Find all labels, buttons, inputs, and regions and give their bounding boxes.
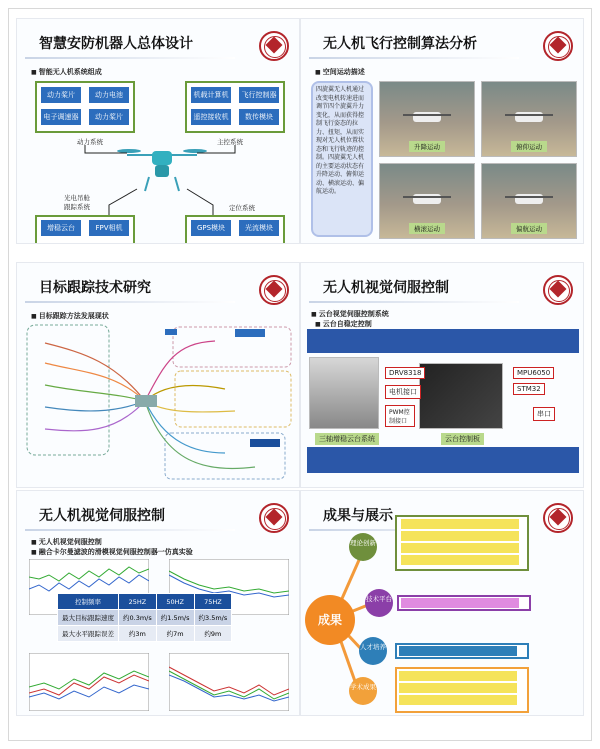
module-prop2: 动力桨片 — [89, 109, 129, 125]
table-cell: 最大水平跟踪误差 — [58, 626, 119, 642]
list-item — [399, 695, 517, 705]
slide-visual-servo-gimbal — [300, 262, 584, 488]
module-rc-receiver: 遥控接收机 — [191, 109, 231, 125]
sim-plot-bottom-right — [169, 653, 289, 711]
slide-title: 智慧安防机器人总体设计 — [39, 36, 193, 52]
table-header: 50HZ — [156, 594, 194, 610]
title-underline — [25, 529, 235, 531]
node-academic: 学术成果 — [349, 677, 377, 705]
node-theory: 理论创新 — [349, 533, 377, 561]
list-item — [399, 646, 517, 656]
list-item — [401, 543, 519, 553]
table-cell: 约7m — [156, 626, 194, 642]
table-cell: 约3.5m/s — [194, 610, 232, 626]
node-talent: 人才培养 — [359, 637, 387, 665]
slide-subtitle: ■ 无人机视觉伺服控制 — [31, 537, 102, 547]
tracking-system-caption: 光电吊舱 跟踪系统 — [64, 194, 90, 211]
university-logo — [259, 275, 289, 305]
title-underline — [309, 301, 519, 303]
slide-visual-servo-sim — [16, 490, 300, 716]
title-underline — [309, 57, 519, 59]
label-serial: 串口 — [533, 407, 555, 421]
list-item — [401, 598, 519, 608]
table-cell: 最大目标跟踪速度 — [58, 610, 119, 626]
module-gps: GPS模块 — [191, 220, 231, 236]
photo-pitch: 俯仰运动 — [481, 81, 577, 157]
table-header: 控制频率 — [58, 594, 119, 610]
slide-title: 无人机飞行控制算法分析 — [323, 36, 477, 52]
table-header: 25HZ — [119, 594, 157, 610]
label-motor-port: 电机接口 — [385, 385, 421, 399]
table-cell: 约9m — [194, 626, 232, 642]
module-esc: 电子调速器 — [41, 109, 81, 125]
sim-results-table — [57, 593, 232, 642]
label-pwm-port: PWM控制接口 — [385, 405, 415, 427]
description-band — [307, 329, 579, 353]
slide-title: 无人机视觉伺服控制 — [39, 508, 165, 524]
table-cell: 约0.3m/s — [119, 610, 157, 626]
module-gimbal: 增稳云台 — [41, 220, 81, 236]
control-board-photo — [419, 363, 503, 429]
list-item — [401, 555, 519, 565]
label-control-board: 云台控制板 — [441, 433, 484, 445]
module-prop: 动力桨片 — [41, 87, 81, 103]
power-system-caption: 动力系统 — [77, 138, 103, 146]
table-header: 75HZ — [194, 594, 232, 610]
photo-yaw: 偏航运动 — [481, 163, 577, 239]
control-system-caption: 主控系统 — [217, 138, 243, 146]
center-node: 成果 — [305, 595, 355, 645]
sim-plot-bottom-left — [29, 653, 149, 711]
module-flight-controller: 飞行控制器 — [239, 87, 279, 103]
table-cell: 约1.5m/s — [156, 610, 194, 626]
node-platform: 技术平台 — [365, 589, 393, 617]
list-item — [399, 683, 517, 693]
university-logo — [543, 275, 573, 305]
slide-overall-design — [16, 18, 300, 244]
mindmap-graphic — [25, 323, 295, 483]
positioning-system-caption: 定位系统 — [229, 204, 255, 212]
module-optical-flow: 光流模块 — [239, 220, 279, 236]
list-item — [401, 531, 519, 541]
slide-subtitle: ■ 目标跟踪方法发展现状 — [31, 311, 109, 321]
slide-target-tracking — [16, 262, 300, 488]
university-logo — [543, 31, 573, 61]
gimbal-photo — [309, 357, 379, 429]
slide-subtitle: ■ 智能无人机系统组成 — [31, 67, 102, 77]
conclusion-band — [307, 447, 579, 473]
label-stm32: STM32 — [513, 383, 545, 395]
slide-achievements — [300, 490, 584, 716]
module-battery: 动力电池 — [89, 87, 129, 103]
slide-title: 无人机视觉伺服控制 — [323, 280, 449, 296]
table-cell: 约3m — [119, 626, 157, 642]
university-logo — [259, 503, 289, 533]
list-item — [399, 671, 517, 681]
photo-lift: 升降运动 — [379, 81, 475, 157]
list-item — [401, 519, 519, 529]
slide-title: 成果与展示 — [323, 508, 393, 524]
module-fpv: FPV相机 — [89, 220, 129, 236]
label-gimbal-system: 三轴增稳云台系统 — [315, 433, 379, 445]
slide-subtitle: ■ 云台视觉伺服控制系统 — [311, 309, 389, 319]
label-drv: DRV8318 — [385, 367, 425, 379]
motion-description-text: 四旋翼无人机通过改变电机转速进而调节四个旋翼升力变化，从而获得控制飞行姿态的拉力、扭矩，从而实现对无人机位置状态和飞行轨迹的控制。四旋翼无人机的主要运动状态有升降运动、俯仰运动、横滚运动、偏航运动。 — [311, 81, 373, 237]
slide-title: 目标跟踪技术研究 — [39, 280, 151, 296]
module-onboard-computer: 机载计算机 — [191, 87, 231, 103]
title-underline — [25, 301, 235, 303]
slide-flight-control — [300, 18, 584, 244]
slide-subtitle-2: ■ 云台自稳定控制 — [315, 319, 372, 329]
slide-subtitle-2: ■ 融合卡尔曼滤波的滑模视觉伺服控制器一仿真实验 — [31, 547, 193, 557]
photo-roll: 横滚运动 — [379, 163, 475, 239]
module-datalink: 数传模块 — [239, 109, 279, 125]
slide-subtitle: ■ 空间运动描述 — [315, 67, 365, 77]
label-mpu: MPU6050 — [513, 367, 554, 379]
